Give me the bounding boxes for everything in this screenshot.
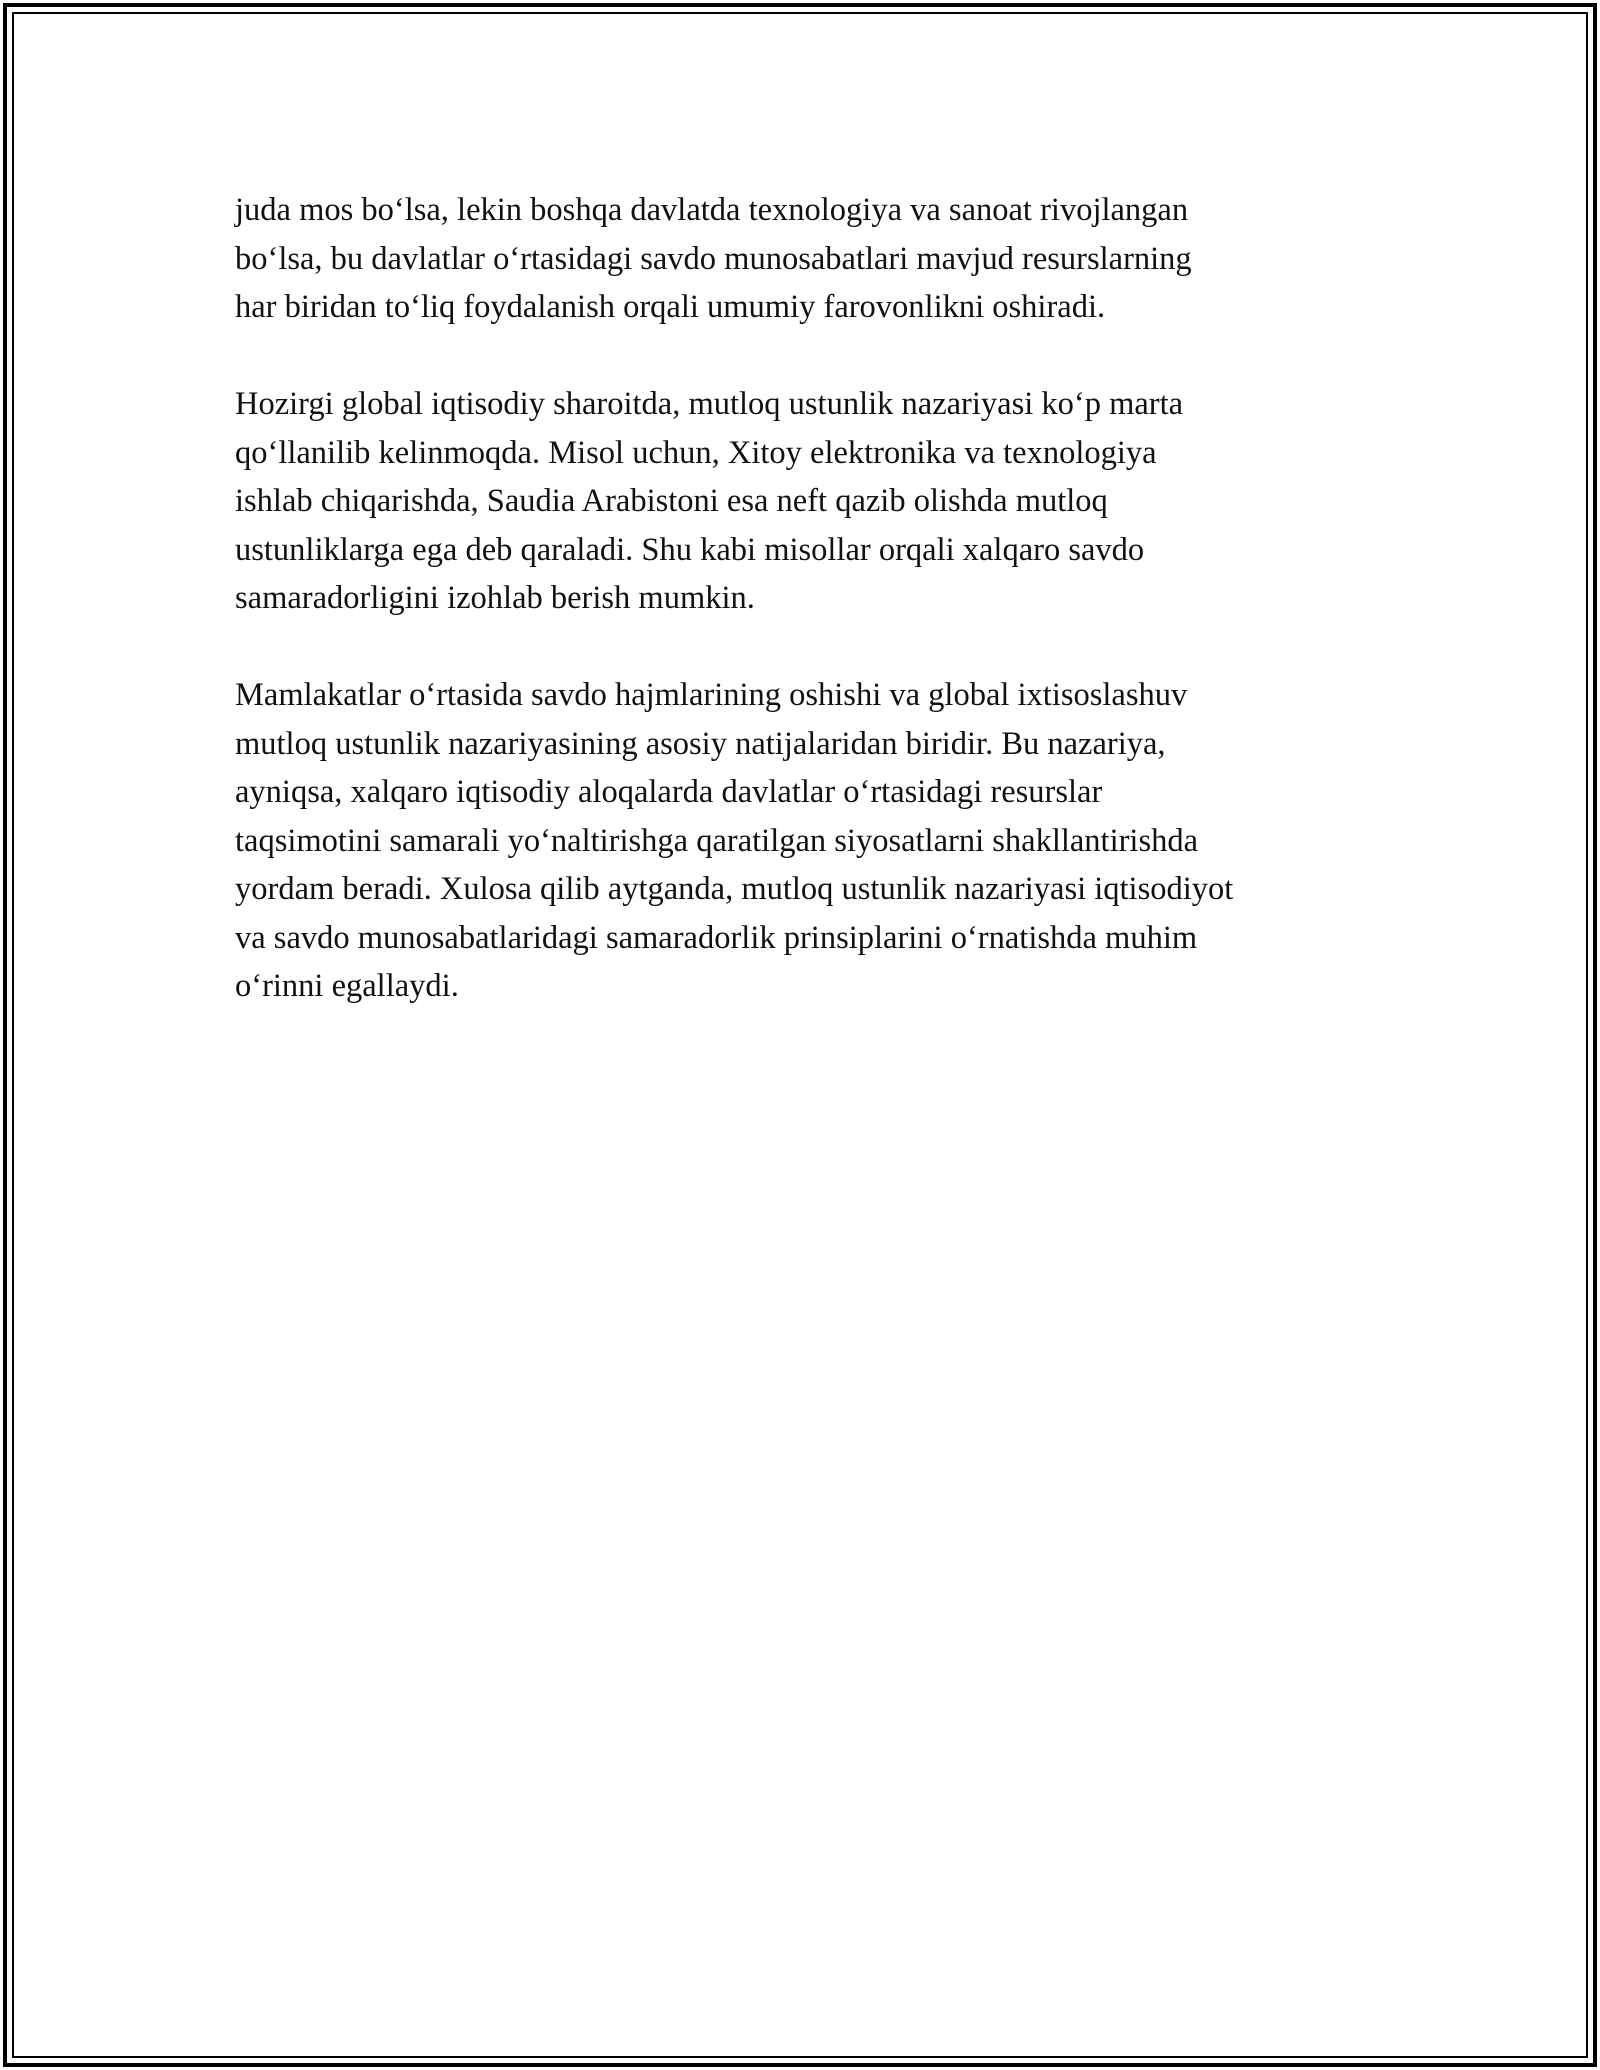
paragraph-2: Hozirgi global iqtisodiy sharoitda, mutloq ustunlik nazariyasi ko‘p marta qo‘llanilib kelinmoqda. Misol uchun, Xitoy elektronika va texnologiya ishlab chiqarishda, Saudia Arabistoni esa neft qazib olishda mutloq ustunliklarga ega deb qaraladi. Shu kabi misollar orqali xalqaro savdo samaradorligini izohlab berish mumkin. [235, 386, 1184, 616]
paragraph-3: Mamlakatlar o‘rtasida savdo hajmlarining oshishi va global ixtisoslashuv mutloq ustunlik nazariyasining asosiy natijalaridan biridir. Bu nazariya, ayniqsa, xalqaro iqtisodiy aloqalarda davlatlar o‘rtasidagi resurslar taqsimotini samarali yo‘naltirishga qaratilgan siyosatlarni shakllantirishda yordam beradi. Xulosa qilib aytganda, mutloq ustunlik nazariyasi iqtisodiyot va savdo munosabatlaridagi samaradorlik prinsiplarini o‘rnatishda muhim o‘rinni egallaydi. [235, 677, 1234, 1004]
paragraph-1: juda mos bo‘lsa, lekin boshqa davlatda texnologiya va sanoat rivojlangan bo‘lsa, bu davlatlar o‘rtasidagi savdo munosabatlari mavjud resurslarning har biridan to‘liq foydalanish orqali umumiy farovonlikni oshiradi. [235, 192, 1192, 325]
document-body [235, 186, 1395, 1059]
